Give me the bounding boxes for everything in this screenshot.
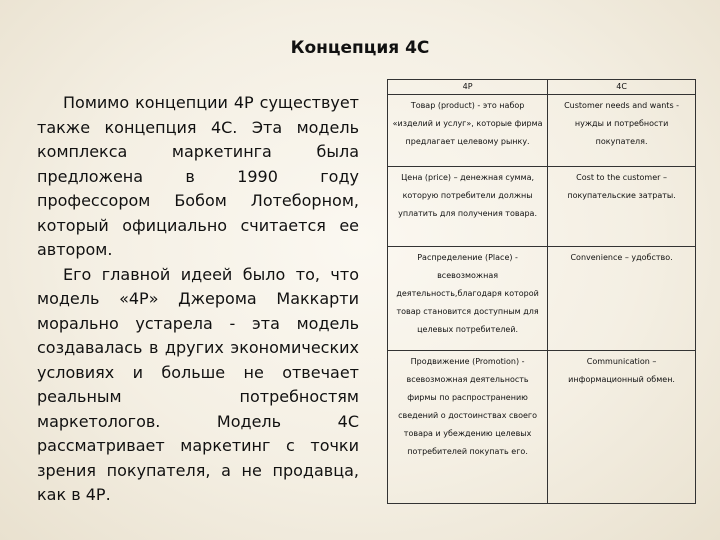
table-cell: Цена (price) – денежная сумма, которую потребители должны уплатить для получения товара. <box>388 167 548 247</box>
header-4c: 4C <box>548 80 696 95</box>
table-cell: Convenience – удобство. <box>548 247 696 351</box>
table-cell: Продвижение (Promotion) - всевозможная деятельность фирмы по распространению сведений о достоинствах своего товара и убеждению целевых потребителей покупать его. <box>388 351 548 504</box>
table-cell: Товар (product) - это набор «изделий и услуг», которые фирма предлагает целевому рынку. <box>388 95 548 167</box>
body-text <box>37 91 359 508</box>
table-row <box>388 167 696 247</box>
table-cell: Communication – информационный обмен. <box>548 351 696 504</box>
table-cell: Customer needs and wants - нужды и потребности покупателя. <box>548 95 696 167</box>
paragraph-2: Его главной идеей было то, что модель «4Р» Джерома Маккарти морально устарела - эта модель создавалась в других экономических условиях и больше не отвечает реальным потребностям маркетологов. Модель 4С рассматривает маркетинг с точки зрения покупателя, а не продавца, как в 4Р. <box>37 264 359 504</box>
table-header-row <box>388 80 696 95</box>
table-row <box>388 247 696 351</box>
table-cell: Распределение (Place) - всевозможная деятельность,благодаря которой товар становится доступным для целевых потребителей. <box>388 247 548 351</box>
header-4p: 4P <box>388 80 548 95</box>
slide-title: Концепция 4С <box>290 38 430 58</box>
comparison-table <box>387 79 696 504</box>
table-row <box>388 351 696 504</box>
paragraph-1: Помимо концепции 4Р существует также концепция 4С. Эта модель комплекса маркетинга была предложена в 1990 году профессором Бобом Лотеборном, который официально считается ее автором. <box>37 93 359 259</box>
table-cell: Cost to the customer – покупательские затраты. <box>548 167 696 247</box>
table-row <box>388 95 696 167</box>
